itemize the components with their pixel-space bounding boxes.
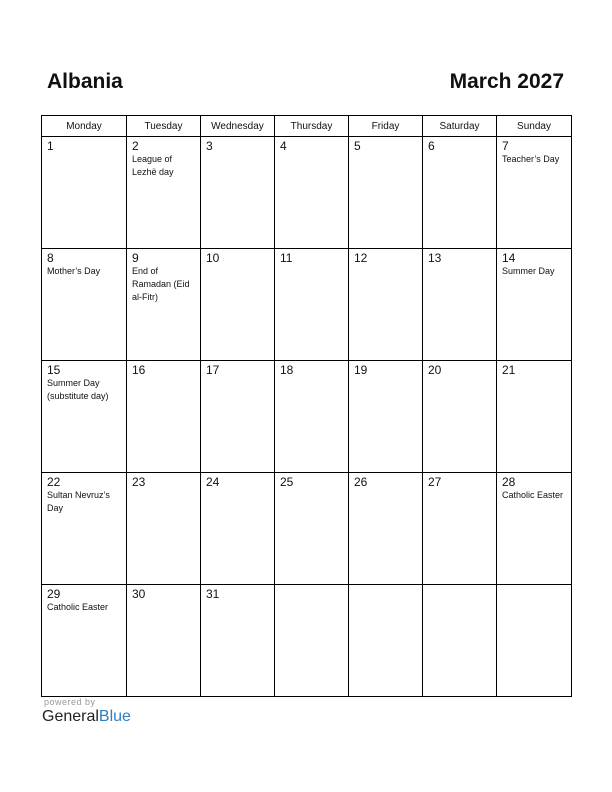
holiday-label: Catholic Easter [47, 602, 109, 612]
week-row [42, 361, 572, 473]
day-cell [201, 137, 275, 249]
country-title: Albania [47, 70, 123, 93]
day-cell [42, 137, 127, 249]
powered-by-label: powered by [44, 697, 96, 707]
day-cell [127, 249, 201, 361]
day-cell [349, 361, 423, 473]
day-cell [497, 361, 572, 473]
day-cell [349, 137, 423, 249]
day-number: 10 [206, 251, 220, 265]
weekday-header: Sunday [497, 116, 572, 137]
day-cell [275, 137, 349, 249]
week-row [42, 473, 572, 585]
day-number: 18 [280, 363, 294, 377]
day-cell [423, 473, 497, 585]
day-number: 17 [206, 363, 220, 377]
day-number: 2 [132, 139, 139, 153]
holiday-label: Mother’s Day [47, 266, 101, 276]
day-cell [497, 585, 572, 697]
day-cell [497, 137, 572, 249]
week-row [42, 585, 572, 697]
day-number: 21 [502, 363, 516, 377]
day-number: 5 [354, 139, 361, 153]
day-number: 26 [354, 475, 368, 489]
day-cell [497, 249, 572, 361]
day-cell [201, 585, 275, 697]
day-cell [127, 361, 201, 473]
weekday-header: Wednesday [201, 116, 275, 137]
calendar-grid [41, 115, 572, 697]
day-cell [201, 473, 275, 585]
holiday-label: Teacher’s Day [502, 154, 560, 164]
holiday-label: League of Lezhë day [132, 154, 174, 177]
day-number: 31 [206, 587, 220, 601]
holiday-label: Sultan Nevruz’s Day [47, 490, 110, 513]
day-cell [423, 137, 497, 249]
day-number: 3 [206, 139, 213, 153]
day-number: 28 [502, 475, 516, 489]
logo-blue-text: Blue [98, 708, 131, 725]
day-number: 29 [47, 587, 61, 601]
month-title: March 2027 [449, 70, 564, 93]
day-cell [349, 585, 423, 697]
day-cell [127, 585, 201, 697]
day-cell [201, 249, 275, 361]
day-cell [127, 473, 201, 585]
day-cell [349, 249, 423, 361]
day-cell [275, 361, 349, 473]
weekday-header: Thursday [275, 116, 349, 137]
day-cell [497, 473, 572, 585]
week-row [42, 249, 572, 361]
day-number: 8 [47, 251, 54, 265]
holiday-label: Catholic Easter [502, 490, 564, 500]
day-cell [423, 585, 497, 697]
day-number: 13 [428, 251, 442, 265]
weekday-header: Tuesday [127, 116, 201, 137]
day-cell [42, 473, 127, 585]
day-cell [127, 137, 201, 249]
day-number: 23 [132, 475, 146, 489]
day-number: 7 [502, 139, 509, 153]
day-cell [423, 249, 497, 361]
day-cell [275, 473, 349, 585]
day-number: 1 [47, 139, 54, 153]
day-number: 25 [280, 475, 294, 489]
day-number: 19 [354, 363, 368, 377]
day-number: 20 [428, 363, 442, 377]
day-number: 6 [428, 139, 435, 153]
weekday-header: Friday [349, 116, 423, 137]
day-number: 27 [428, 475, 442, 489]
logo-general-text: General [42, 708, 99, 725]
day-number: 12 [354, 251, 368, 265]
holiday-label: End of Ramadan (Eid al-Fitr) [132, 266, 190, 302]
day-cell [42, 361, 127, 473]
day-number: 22 [47, 475, 61, 489]
day-number: 16 [132, 363, 146, 377]
day-number: 30 [132, 587, 146, 601]
day-cell [349, 473, 423, 585]
day-cell [42, 249, 127, 361]
day-cell [42, 585, 127, 697]
day-cell [423, 361, 497, 473]
day-number: 15 [47, 363, 61, 377]
week-row [42, 137, 572, 249]
day-number: 24 [206, 475, 220, 489]
day-number: 14 [502, 251, 516, 265]
weekday-header-row [42, 116, 572, 137]
holiday-label: Summer Day [502, 266, 555, 276]
day-cell [201, 361, 275, 473]
day-cell [275, 585, 349, 697]
holiday-label: Summer Day (substitute day) [47, 378, 109, 401]
weekday-header: Saturday [423, 116, 497, 137]
day-number: 9 [132, 251, 139, 265]
day-number: 11 [280, 251, 293, 265]
day-number: 4 [280, 139, 287, 153]
day-cell [275, 249, 349, 361]
weekday-header: Monday [42, 116, 127, 137]
generalblue-logo[interactable] [42, 708, 131, 726]
